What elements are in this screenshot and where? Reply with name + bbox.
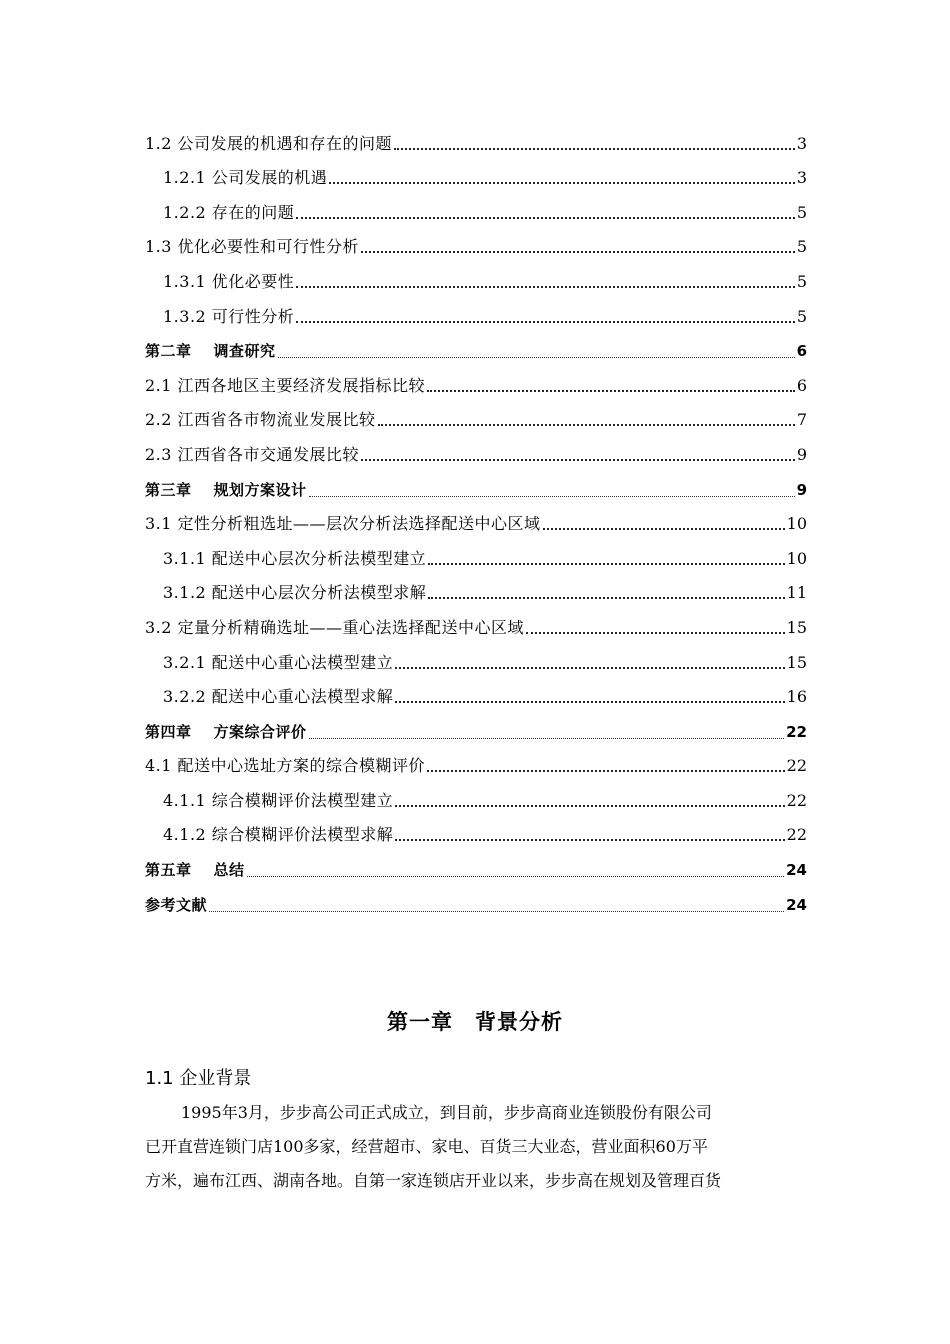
toc-leader-dots [296, 320, 795, 323]
body-line: 1995年3月，步步高公司正式成立，到目前，步步高商业连锁股份有限公司 [181, 1103, 712, 1122]
toc-entry[interactable] [145, 881, 807, 916]
toc-entry[interactable] [145, 397, 807, 432]
toc-entry-label: 3.2.2 配送中心重心法模型求解 [163, 687, 394, 707]
toc-leader-dots [427, 389, 795, 392]
toc-entry[interactable] [145, 362, 807, 397]
toc-page-number: 7 [796, 410, 807, 430]
toc-leader-dots [526, 631, 785, 634]
toc-page-number: 9 [796, 480, 807, 499]
toc-entry[interactable] [145, 812, 807, 847]
toc-entry-label: 3.1 定性分析粗选址——层次分析法选择配送中心区域 [145, 514, 541, 534]
toc-leader-dots [296, 285, 795, 288]
toc-entry-label: 2.3 江西省各市交通发展比较 [145, 444, 360, 464]
toc-page-number: 11 [786, 583, 807, 603]
toc-entry[interactable] [145, 535, 807, 570]
toc-entry-label: 第四章 方案综合评价 [145, 722, 307, 741]
toc-leader-dots [247, 875, 785, 877]
toc-entry-label: 第二章 调查研究 [145, 342, 276, 361]
toc-page-number: 3 [796, 133, 807, 153]
toc-leader-dots [427, 769, 785, 772]
toc-leader-dots [428, 562, 784, 565]
toc-leader-dots [329, 181, 795, 184]
toc-entry-label: 1.3.1 优化必要性 [163, 271, 295, 291]
toc-leader-dots [209, 910, 784, 912]
toc-entry[interactable] [145, 708, 807, 743]
toc-entry[interactable] [145, 120, 807, 155]
toc-leader-dots [543, 527, 785, 530]
toc-page-number: 5 [796, 237, 807, 257]
toc-page-number: 22 [786, 825, 807, 845]
toc-page-number: 3 [796, 168, 807, 188]
toc-leader-dots [395, 700, 784, 703]
toc-leader-dots [378, 423, 795, 426]
toc-entry-label: 3.1.1 配送中心层次分析法模型建立 [163, 548, 427, 568]
toc-page-number: 16 [786, 687, 807, 707]
toc-page-number: 5 [796, 306, 807, 326]
toc-entry[interactable] [145, 155, 807, 190]
toc-entry-label: 参考文献 [145, 895, 208, 914]
toc-entry-label: 4.1 配送中心选址方案的综合模糊评价 [145, 756, 426, 776]
toc-page-number: 24 [786, 861, 807, 880]
toc-page-number: 5 [796, 271, 807, 291]
body-paragraph [145, 1096, 807, 1198]
toc-leader-dots [296, 216, 795, 219]
toc-leader-dots [428, 596, 784, 599]
body-line: 方米，遍布江西、湖南各地。自第一家连锁店开业以来，步步高在规划及管理百货 [145, 1171, 722, 1190]
toc-page-number: 15 [786, 617, 807, 637]
toc-entry[interactable] [145, 639, 807, 674]
toc-entry-label: 1.3.2 可行性分析 [163, 306, 295, 326]
table-of-contents [145, 120, 807, 916]
toc-entry-label: 3.1.2 配送中心层次分析法模型求解 [163, 583, 427, 603]
chapter-title: 第一章 背景分析 [387, 1010, 563, 1034]
body-line: 已开直营连锁门店100多家，经营超市、家电、百货三大业态，营业面积60万平 [145, 1137, 708, 1156]
toc-entry[interactable] [145, 431, 807, 466]
toc-entry[interactable] [145, 570, 807, 605]
toc-entry-label: 1.2.1 公司发展的机遇 [163, 168, 328, 188]
toc-entry-label: 第五章 总结 [145, 861, 245, 880]
toc-page-number: 9 [796, 444, 807, 464]
toc-entry-label: 4.1.1 综合模糊评价法模型建立 [163, 790, 394, 810]
toc-entry[interactable] [145, 777, 807, 812]
toc-leader-dots [394, 147, 795, 150]
toc-leader-dots [361, 458, 795, 461]
toc-page-number: 22 [786, 790, 807, 810]
toc-leader-dots [309, 495, 795, 497]
toc-entry[interactable] [145, 466, 807, 501]
toc-page-number: 22 [786, 756, 807, 776]
toc-leader-dots [361, 250, 795, 253]
toc-entry[interactable] [145, 604, 807, 639]
toc-entry[interactable] [145, 293, 807, 328]
toc-entry[interactable] [145, 501, 807, 536]
toc-entry[interactable] [145, 674, 807, 709]
toc-leader-dots [395, 666, 784, 669]
toc-entry-label: 3.2.1 配送中心重心法模型建立 [163, 652, 394, 672]
toc-entry-label: 4.1.2 综合模糊评价法模型求解 [163, 825, 394, 845]
toc-page-number: 6 [796, 342, 807, 361]
toc-entry-label: 1.3 优化必要性和可行性分析 [145, 237, 360, 257]
toc-page-number: 10 [786, 548, 807, 568]
toc-entry[interactable] [145, 846, 807, 881]
toc-entry[interactable] [145, 743, 807, 778]
toc-entry[interactable] [145, 224, 807, 259]
toc-entry-label: 1.2 公司发展的机遇和存在的问题 [145, 133, 393, 153]
toc-page-number: 5 [796, 202, 807, 222]
toc-entry[interactable] [145, 258, 807, 293]
toc-leader-dots [278, 356, 795, 358]
toc-leader-dots [395, 804, 784, 807]
toc-page-number: 24 [786, 895, 807, 914]
toc-leader-dots [395, 838, 784, 841]
toc-page-number: 22 [786, 722, 807, 741]
toc-page-number: 6 [796, 375, 807, 395]
toc-entry-label: 第三章 规划方案设计 [145, 480, 307, 499]
toc-entry-label: 2.1 江西各地区主要经济发展指标比较 [145, 375, 426, 395]
toc-leader-dots [309, 737, 785, 739]
toc-entry[interactable] [145, 328, 807, 363]
toc-page-number: 15 [786, 652, 807, 672]
toc-page-number: 10 [786, 514, 807, 534]
toc-entry-label: 3.2 定量分析精确选址——重心法选择配送中心区域 [145, 617, 525, 637]
toc-entry-label: 2.2 江西省各市物流业发展比较 [145, 410, 376, 430]
toc-entry-label: 1.2.2 存在的问题 [163, 202, 295, 222]
toc-entry[interactable] [145, 189, 807, 224]
section-title: 1.1 企业背景 [145, 1068, 252, 1089]
